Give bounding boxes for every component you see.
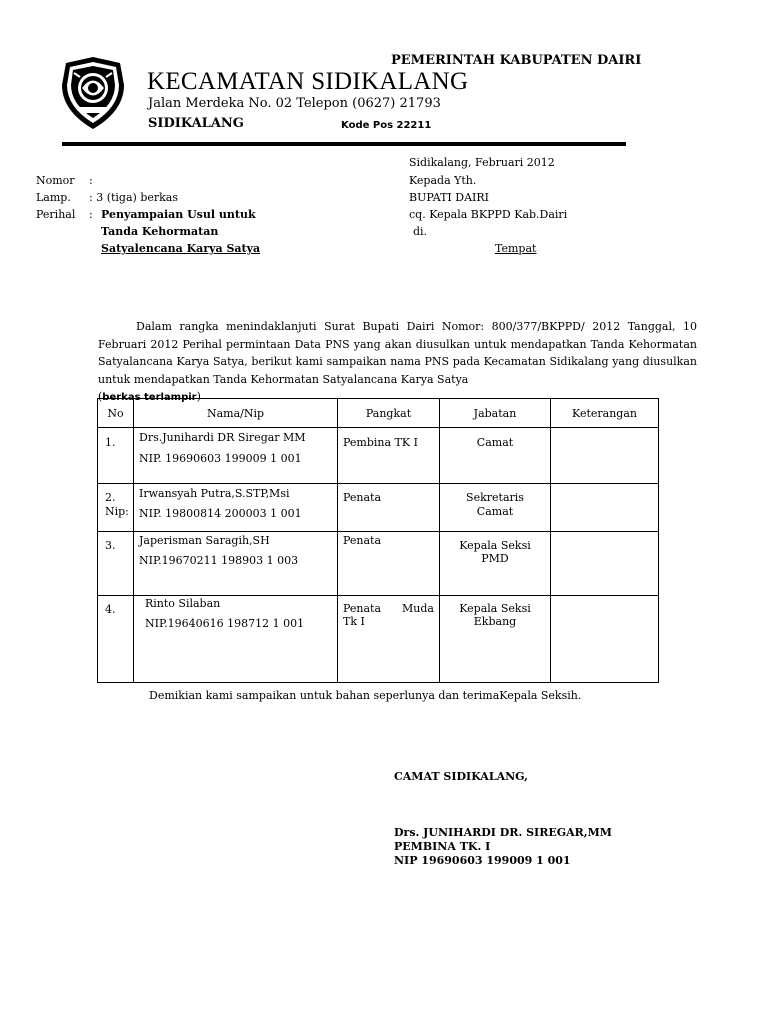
recipient-line-4: di. <box>413 225 428 238</box>
table-row <box>98 532 659 596</box>
table-row <box>98 484 659 532</box>
cell-keterangan <box>551 428 659 484</box>
row-nip: NIP. 19690603 199009 1 001 <box>139 452 302 465</box>
perihal-label: Perihal <box>36 208 76 221</box>
berkas-close: ) <box>196 390 201 403</box>
recipient-line-2: BUPATI DAIRI <box>409 191 490 204</box>
row-jabatan: Kepala Seksi <box>459 602 531 615</box>
nomor-colon: : <box>89 174 93 187</box>
row-no: 2. <box>105 491 116 504</box>
office-address: Jalan Merdeka No. 02 Telepon (0627) 21793 <box>148 96 441 111</box>
postal-code: Kode Pos 22211 <box>341 120 432 131</box>
header-divider <box>62 142 626 146</box>
perihal-line-3: Satyalencana Karya Satya <box>101 242 261 255</box>
cell-nama <box>134 428 338 484</box>
nomor-label: Nomor <box>36 174 75 187</box>
row-jabatan-2: Camat <box>476 505 514 518</box>
cell-pangkat <box>338 532 440 596</box>
body-text: Dalam rangka menindaklanjuti Surat Bupati Dairi Nomor: 800/377/BKPPD/ 2012 Tanggal, 10 Februari 2012 Perihal permintaan Data PNS yang akan diusulkan untuk mendapatkan Tanda Kehormatan Satyalancana Karya Satya, berikut kami sampaikan nama PNS pada Kecamatan Sidikalang yang diusulkan untuk mendapatkan Tanda Kehormatan Satyalancana Karya Satya <box>98 320 697 386</box>
row-nip: NIP.19670211 198903 1 003 <box>139 554 299 567</box>
perihal-line-2: Tanda Kehormatan <box>101 225 219 238</box>
row-jabatan: Camat <box>476 436 514 449</box>
row-nip: NIP.19640616 198712 1 001 <box>145 617 305 630</box>
cell-keterangan <box>551 484 659 532</box>
header-jabatan: Jabatan <box>440 399 551 428</box>
signature-rank: PEMBINA TK. I <box>394 840 491 853</box>
cell-no <box>98 484 134 532</box>
header-no: No <box>98 399 134 428</box>
recipient-line-5: Tempat <box>495 242 537 255</box>
table-header-row <box>98 399 659 428</box>
cell-nama <box>134 532 338 596</box>
signature-name: Drs. JUNIHARDI DR. SIREGAR,MM <box>394 826 612 839</box>
table-row <box>98 596 659 683</box>
row-nama: Drs.Junihardi DR Siregar MM <box>139 431 306 444</box>
office-city: SIDIKALANG <box>148 116 244 131</box>
letter-date: Sidikalang, Februari 2012 <box>409 156 555 169</box>
row-pangkat-a: Penata <box>343 602 382 615</box>
row-pangkat: Pembina TK I <box>343 436 418 449</box>
lamp-value: : 3 (tiga) berkas <box>89 191 178 204</box>
cell-jabatan <box>440 596 551 683</box>
row-jabatan: Kepala Seksi <box>459 539 531 552</box>
row-jabatan-2: Ekbang <box>473 615 517 628</box>
cell-no <box>98 532 134 596</box>
row-nama: Rinto Silaban <box>145 597 221 610</box>
closing-sentence: Demikian kami sampaikan untuk bahan seperlunya dan terimaKepala Seksih. <box>149 689 582 702</box>
berkas-open: ( <box>98 390 103 403</box>
row-jabatan-2: PMD <box>481 552 509 565</box>
row-nama: Japerisman Saragih,SH <box>139 534 270 547</box>
row-pangkat <box>338 596 439 615</box>
cell-keterangan <box>551 596 659 683</box>
row-pangkat-b: Muda <box>402 602 434 615</box>
row-jabatan: Sekretaris <box>466 491 524 504</box>
row-pangkat: Penata <box>343 491 382 504</box>
row-pangkat-c: Tk I <box>343 615 365 628</box>
lamp-label: Lamp. <box>36 191 71 204</box>
row-nip: NIP. 19800814 200003 1 001 <box>139 507 302 520</box>
perihal-line-1: Penyampaian Usul untuk <box>101 208 256 221</box>
recipient-line-1: Kepada Yth. <box>409 174 477 187</box>
table-row <box>98 428 659 484</box>
cell-nama <box>134 484 338 532</box>
header-keterangan: Keterangan <box>551 399 659 428</box>
pns-table <box>97 398 659 683</box>
header-nama: Nama/Nip <box>134 399 338 428</box>
cell-no <box>98 596 134 683</box>
government-name: PEMERINTAH KABUPATEN DAIRI <box>391 53 642 68</box>
header-pangkat: Pangkat <box>338 399 440 428</box>
cell-jabatan <box>440 532 551 596</box>
cell-pangkat <box>338 596 440 683</box>
row-no: 3. <box>105 539 116 552</box>
row-no: 4. <box>105 603 116 616</box>
row-nama: Irwansyah Putra,S.STP,Msi <box>139 487 290 500</box>
perihal-colon: : <box>89 208 93 221</box>
regency-emblem-icon <box>60 55 126 131</box>
cell-no <box>98 428 134 484</box>
cell-pangkat <box>338 428 440 484</box>
cell-jabatan <box>440 484 551 532</box>
cell-pangkat <box>338 484 440 532</box>
signature-title: CAMAT SIDIKALANG, <box>394 770 528 783</box>
row-no-extra: Nip: <box>105 505 129 518</box>
office-name: KECAMATAN SIDIKALANG <box>147 68 469 95</box>
recipient-line-3: cq. Kepala BKPPD Kab.Dairi <box>409 208 568 221</box>
signature-nip: NIP 19690603 199009 1 001 <box>394 854 571 867</box>
cell-nama <box>134 596 338 683</box>
cell-jabatan <box>440 428 551 484</box>
row-pangkat: Penata <box>343 534 382 547</box>
body-paragraph <box>98 318 697 407</box>
row-no: 1. <box>105 436 116 449</box>
cell-keterangan <box>551 532 659 596</box>
berkas-note: berkas terlampir <box>102 392 197 403</box>
